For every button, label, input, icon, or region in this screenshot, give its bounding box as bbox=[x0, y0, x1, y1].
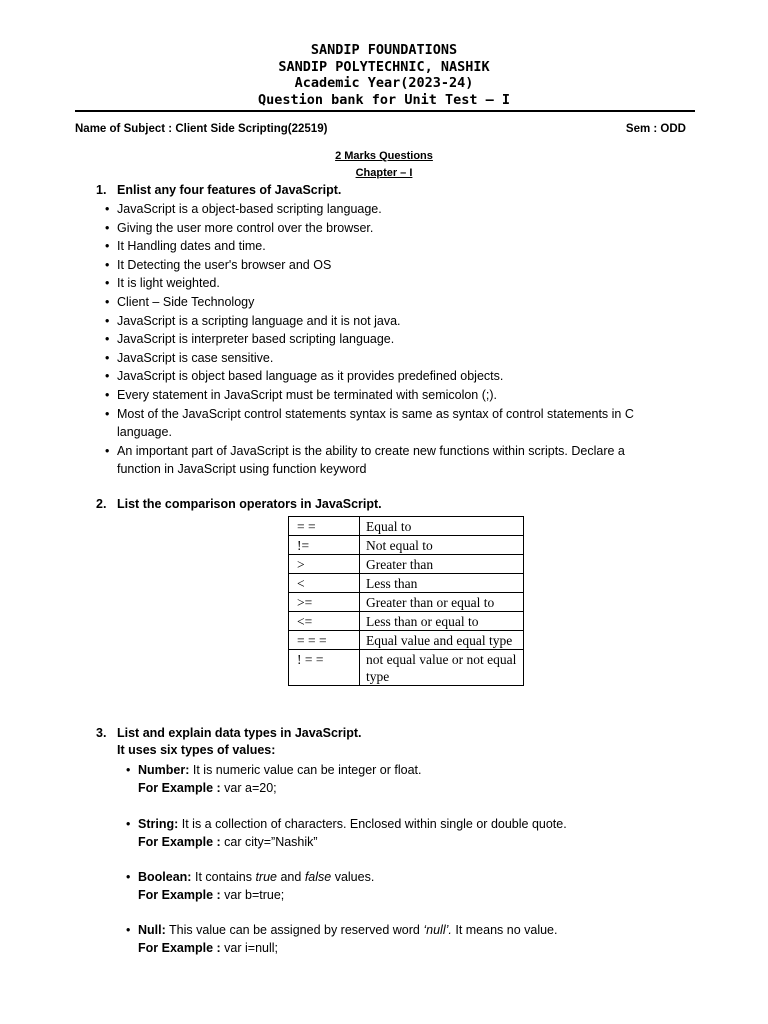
table-row bbox=[289, 536, 524, 555]
data-type-number bbox=[126, 761, 646, 797]
comparison-operators-table bbox=[288, 516, 524, 686]
example-label: For Example : bbox=[138, 781, 221, 795]
and-text: and bbox=[280, 870, 302, 884]
features-list bbox=[104, 200, 664, 479]
table-row bbox=[289, 612, 524, 631]
values-text: values. bbox=[334, 870, 375, 884]
operator-cell: > bbox=[289, 555, 360, 574]
data-type-boolean bbox=[126, 868, 646, 904]
operator-cell: ! = = bbox=[289, 650, 360, 686]
description-cell: Equal value and equal type bbox=[360, 631, 524, 650]
operator-cell: <= bbox=[289, 612, 360, 631]
section-title: 2 Marks Questions bbox=[335, 150, 433, 162]
question-number: 1. bbox=[96, 183, 107, 197]
table-row bbox=[289, 555, 524, 574]
list-item: • JavaScript is interpreter based scripting language. bbox=[104, 330, 664, 349]
type-name: Boolean: bbox=[138, 870, 192, 884]
operator-cell: = = bbox=[289, 517, 360, 536]
table-row bbox=[289, 517, 524, 536]
example-code: var a=20; bbox=[224, 781, 277, 795]
table-row bbox=[289, 650, 524, 686]
example-label: For Example : bbox=[138, 888, 221, 902]
list-item: • Most of the JavaScript control statements syntax is same as syntax of control statements in C language. bbox=[104, 405, 664, 442]
question-text: List the comparison operators in JavaScript. bbox=[117, 497, 382, 511]
institution-name: SANDIP FOUNDATIONS bbox=[310, 42, 458, 58]
list-item: • JavaScript is object based language as it provides predefined objects. bbox=[104, 367, 664, 386]
list-item: • It Handling dates and time. bbox=[104, 237, 664, 256]
data-types-intro: It uses six types of values: bbox=[117, 743, 276, 757]
table-row bbox=[289, 631, 524, 650]
semester: Sem : ODD bbox=[625, 123, 686, 135]
list-item: • JavaScript is a scripting language and it is not java. bbox=[104, 312, 664, 331]
academic-year: Academic Year(2023-24) bbox=[294, 75, 474, 91]
type-description: This value can be assigned by reserved word bbox=[169, 923, 420, 937]
bullet: • bbox=[126, 870, 131, 884]
subject-name: Name of Subject : Client Side Scripting(22519) bbox=[75, 123, 328, 135]
example-code: var i=null; bbox=[224, 941, 279, 955]
list-item: • It is light weighted. bbox=[104, 274, 664, 293]
example-code: var b=true; bbox=[224, 888, 285, 902]
document-header bbox=[0, 42, 768, 108]
list-item: • JavaScript is case sensitive. bbox=[104, 349, 664, 368]
type-name: Null: bbox=[138, 923, 166, 937]
question-3 bbox=[96, 726, 362, 740]
type-description-end: It means no value. bbox=[455, 923, 558, 937]
list-item: • Giving the user more control over the browser. bbox=[104, 219, 664, 238]
chapter-title: Chapter – I bbox=[355, 167, 413, 179]
operator-cell: < bbox=[289, 574, 360, 593]
example-label: For Example : bbox=[138, 941, 221, 955]
data-type-string bbox=[126, 815, 646, 851]
description-cell: not equal value or not equal type bbox=[360, 650, 524, 686]
question-2 bbox=[96, 497, 382, 511]
description-cell: Less than bbox=[360, 574, 524, 593]
type-description: It is numeric value can be integer or float. bbox=[192, 763, 422, 777]
list-item: • Every statement in JavaScript must be terminated with semicolon (;). bbox=[104, 386, 664, 405]
bullet: • bbox=[126, 763, 131, 777]
operator-cell: >= bbox=[289, 593, 360, 612]
college-name: SANDIP POLYTECHNIC, NASHIK bbox=[278, 58, 490, 75]
list-item: • It Detecting the user's browser and OS bbox=[104, 256, 664, 275]
description-cell: Greater than bbox=[360, 555, 524, 574]
null-keyword: ‘null’. bbox=[423, 923, 452, 937]
description-cell: Equal to bbox=[360, 517, 524, 536]
example-code: car city=”Nashik” bbox=[224, 835, 318, 849]
description-cell: Less than or equal to bbox=[360, 612, 524, 631]
list-item: • Client – Side Technology bbox=[104, 293, 664, 312]
question-text: Enlist any four features of JavaScript. bbox=[117, 183, 342, 197]
list-item: • JavaScript is a object-based scripting language. bbox=[104, 200, 664, 219]
list-item: • An important part of JavaScript is the ability to create new functions within scripts. Declare a function in JavaScript using function keyword bbox=[104, 442, 664, 479]
question-text: List and explain data types in JavaScript. bbox=[117, 726, 362, 740]
type-description: It contains bbox=[194, 870, 252, 884]
description-cell: Greater than or equal to bbox=[360, 593, 524, 612]
operator-cell: = = = bbox=[289, 631, 360, 650]
question-number: 2. bbox=[96, 497, 107, 511]
operator-cell: != bbox=[289, 536, 360, 555]
bullet: • bbox=[126, 923, 131, 937]
table-row bbox=[289, 574, 524, 593]
question-1 bbox=[96, 183, 341, 197]
document-title: Question bank for Unit Test – I bbox=[258, 91, 510, 108]
description-cell: Not equal to bbox=[360, 536, 524, 555]
data-type-null bbox=[126, 921, 646, 957]
table-row bbox=[289, 593, 524, 612]
type-name: String: bbox=[138, 817, 179, 831]
header-divider bbox=[75, 110, 695, 112]
false-keyword: false bbox=[304, 870, 332, 884]
example-label: For Example : bbox=[138, 835, 221, 849]
type-description: It is a collection of characters. Enclosed within single or double quote. bbox=[181, 817, 567, 831]
question-number: 3. bbox=[96, 726, 107, 740]
bullet: • bbox=[126, 817, 131, 831]
true-keyword: true bbox=[255, 870, 277, 884]
type-name: Number: bbox=[138, 763, 190, 777]
